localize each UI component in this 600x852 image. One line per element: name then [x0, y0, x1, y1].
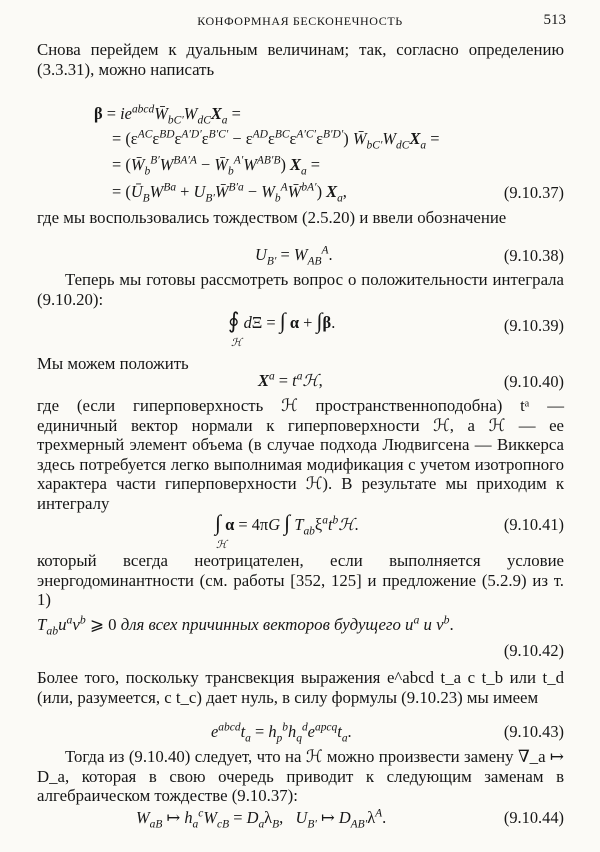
equation-number-43: (9.10.43): [503, 722, 564, 741]
integration-domain-h-2: ℋ: [216, 539, 227, 551]
page-number: 513: [543, 12, 566, 28]
equation-9-10-37-line-2: = $(\varepsilon^{AC}\varepsilon^{BD}\varepsilon^{A'D'}\varepsilon^{B'C'} - \varepsilon^{AD}\varepsilon^{BC}\varepsilon^{A'C'}\varepsilon^{B'D'})$ $W̄_{bC'}W_{dC}X_a$ =: [112, 128, 440, 152]
paragraph-8: Тогда из (9.10.40) следует, что на ℋ можно произвести замену ∇_a ↦ D_a, которая в свою очередь приводит к следующим заменам в алгебраическом тождестве (9.10.37):: [37, 747, 564, 805]
running-header: КОНФОРМНАЯ БЕСКОНЕЧНОСТЬ: [197, 14, 403, 28]
equation-9-10-37-line-4: = ($Ū_BW^{Ba}$ + $U_{B'}W̄^{B'a}$ − $W_b^AW̄^{bA'}$) $X_a$,: [112, 181, 347, 205]
paragraph-1: Снова перейдем к дуальным величинам; так, согласно определению (3.3.31), можно написать: [37, 40, 564, 79]
paragraph-3: Теперь мы готовы рассмотреть вопрос о положительности интеграла (9.10.20):: [37, 270, 564, 309]
equation-9-10-44: $W_{aB}$ ↦ $h_a^cW_{cB} = D_a\lambda_B$, $U_{B'}$ ↦ $D_{AB'}\lambda^A$.: [136, 807, 387, 831]
equation-number-44: (9.10.44): [503, 808, 564, 827]
paragraph-7: Более того, поскольку трансвекция выражения e^abcd t_a с t_b или t_d (или, разумеется, с t_c) дает нуль, в силу формулы (9.10.23) мы имеем: [37, 668, 564, 707]
paragraph-4: Мы можем положить: [37, 354, 189, 373]
equation-9-10-38: $U_{B'} = W_{AB}^A$.: [255, 244, 333, 268]
equation-number-41: (9.10.41): [503, 515, 564, 534]
equation-9-10-43: $e^{abcd}t_a = h_p^bh_q^de^{apcq}t_a$.: [211, 721, 352, 745]
paragraph-2: где мы воспользовались тождеством (2.5.20) и ввели обозначение: [37, 208, 507, 227]
equation-9-10-37-line-1: $\beta = ie^{abcd}W̄_{bC'}W_{dC}X_a$ =: [94, 103, 241, 127]
equation-number-37: (9.10.37): [503, 183, 564, 202]
equation-9-10-39: ∮ dΞ = ∫ α + ∫β.: [228, 308, 336, 333]
equation-9-10-41: ∫ α = 4πG ∫ $T_{ab}\xi^at^bℋ$.: [215, 510, 359, 538]
equation-number-39: (9.10.39): [503, 316, 564, 335]
equation-9-10-42: $T_{ab}u^av^b$ ⩾ 0 для всех причинных векторов будущего $u^a$ и $v^b$.: [37, 613, 454, 638]
equation-9-10-37-line-3: = ($W̄_b^{B'}W^{BA'A}$ − $W̄_b^{A'}W^{AB'B}$) $X_a$ =: [112, 154, 321, 178]
paragraph-6: который всегда неотрицателен, если выполняется условие энергодоминантности (см. работы [352, 125] и предложение (5.2.9) из т. 1): [37, 551, 564, 609]
equation-number-42: (9.10.42): [503, 641, 564, 660]
paragraph-5: где (если гиперповерхность ℋ пространственноподобна) tᵃ — единичный вектор нормали к гиперповерхности ℋ, а ℋ — ее трехмерный элемент объема (в случае подхода Людвигсена — Виккерса здесь потребуется легко выполнимая модификация с учетом изотропного характера части гиперповерхности ℋ). В результате мы приходим к интегралу: [37, 396, 564, 513]
equation-number-38: (9.10.38): [503, 246, 564, 265]
equation-number-40: (9.10.40): [503, 372, 564, 391]
equation-9-10-40: $X^a$ = $t^aℋ$,: [258, 370, 323, 390]
integration-domain-h: ℋ: [231, 337, 242, 349]
